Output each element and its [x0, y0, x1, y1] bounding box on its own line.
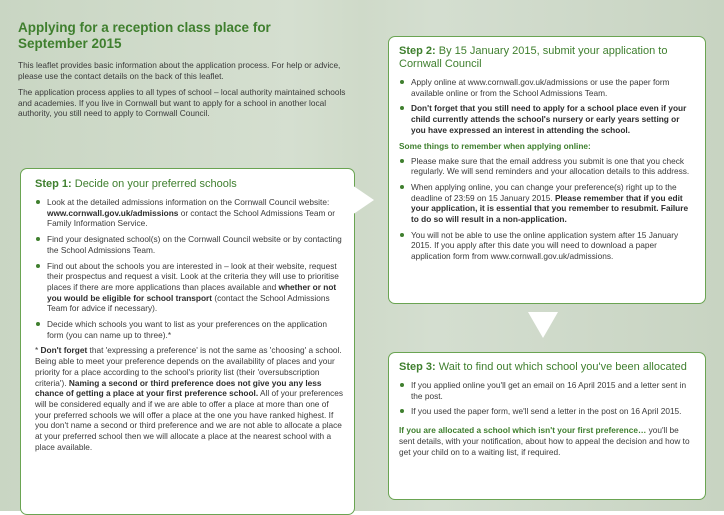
note-text-2: All of your preferences will be considered equally and if we are able to offer a place at more than one of your preferred schools we will offer a place at the one you have ranked highest. If you don't name a second or third preference and we are not able to allocate a place at your preferred school then we will allocate a place at the nearest school with a place available. — [35, 388, 344, 452]
list-item — [399, 380, 695, 401]
list-item — [399, 77, 695, 98]
list-item — [35, 261, 344, 315]
step3-heading — [399, 361, 695, 374]
step1-box — [20, 168, 355, 515]
list-item — [35, 234, 344, 255]
step3-list — [399, 380, 695, 417]
note-star: * — [35, 345, 41, 356]
step1-b1-text: Look at the detailed admissions information on the Cornwall Council website: — [47, 197, 330, 207]
list-item — [35, 319, 344, 340]
arrow-right-icon — [352, 185, 374, 215]
step3-box — [388, 352, 706, 500]
step3-title: Wait to find out which school you've been allocated — [438, 361, 687, 373]
final-note-text: you'll be sent details, with your notification, about how to appeal the decision and how to get your child on to a waiting list, if required. — [399, 425, 690, 457]
remember-2-bold: Please remember that if you edit your application, it is essential that you remember to resubmit. Failure to do so will result in a non-application. — [411, 192, 689, 225]
step1-b2-text: Find your designated school(s) on the Cornwall Council website or by contacting the School Admissions Team. — [47, 234, 342, 255]
note-bold-1: Don't forget — [40, 345, 88, 356]
remember-heading: Some things to remember when applying online: — [399, 140, 591, 151]
note-bold-2: Naming a second or third preference does not give you any less chance of getting a place at your first preference school. — [35, 377, 322, 399]
step1-list — [35, 197, 344, 340]
list-item — [399, 230, 695, 262]
right-panel — [388, 30, 710, 500]
remember-list — [399, 156, 695, 262]
arrow-down-icon — [528, 312, 558, 338]
step1-note — [35, 345, 344, 452]
step2-b1-text: Apply online at www.cornwall.gov.uk/admissions or use the paper form available online or from the School Admissions Team. — [411, 77, 670, 98]
step1-b4-text: Decide which schools you want to list as your preferences on the application form (you can name up to three).* — [47, 319, 327, 340]
step2-label: Step 2: — [399, 45, 436, 57]
step3-label: Step 3: — [399, 361, 436, 373]
step2-box — [388, 36, 706, 304]
step2-heading — [399, 45, 695, 71]
remember-1-text: Please make sure that the email address you submit is one that you check regularly. We will send reminders and your allocation details to this address. — [411, 155, 690, 177]
step1-heading — [35, 178, 344, 191]
intro-paragraph-2: The application process applies to all types of school – local authority maintained schools and academies. If you live in Cornwall but want to apply for a school in another local authority, you still need to apply to Cornwall Council. — [18, 87, 346, 119]
list-item — [399, 103, 695, 135]
step2-title: By 15 January 2015, submit your application to Cornwall Council — [399, 45, 668, 70]
step3-b1-text: If you applied online you'll get an email on 16 April 2015 and a letter sent in the post. — [411, 380, 687, 401]
intro-paragraph-1: This leaflet provides basic information about the application process. For help or advice, please use the contact details on the back of this leaflet. — [18, 60, 341, 81]
title-line-2: September 2015 — [18, 36, 122, 51]
title-line-1: Applying for a reception class place for — [18, 20, 271, 35]
step1-b3-text: Find out about the schools you are interested in – look at their website, request their prospectus and request a visit. Look at the criteria they will use to prioritise places if there are more applications than places available and — [47, 260, 339, 292]
step2-b2-text: Don't forget that you still need to apply for a school place even if your child currently attends the school's nursery or early years setting or you have expressed an interest in attending the school. — [411, 103, 687, 135]
step1-label: Step 1: — [35, 178, 72, 190]
remember-3-text: You will not be able to use the online application system after 15 January 2015. If you apply after this date you will need to download a paper application form from www.cornwall.gov.uk/admissions. — [411, 229, 679, 262]
list-item — [399, 182, 695, 225]
final-note-bold: If you are allocated a school which isn't your first preference… — [399, 425, 647, 436]
step2-list — [399, 77, 695, 136]
list-item — [35, 197, 344, 229]
list-item — [399, 156, 695, 177]
step3-final-note — [399, 425, 695, 457]
step3-b2-text: If you used the paper form, we'll send a letter in the post on 16 April 2015. — [411, 406, 682, 417]
left-panel — [10, 20, 355, 502]
note-text-1: that 'expressing a preference' is not the same as 'choosing' a school. Being able to meet your preference depends on the availability of places and your priority for a place according to the school's priority list (their 'oversubscription criteria'). — [35, 345, 342, 388]
step1-b1-end: or contact the School Admissions Team or Family Information Service. — [47, 207, 336, 229]
step1-b3-bold: whether or not you would be eligible for school transport — [47, 281, 337, 303]
page-title — [18, 20, 355, 52]
intro-text — [18, 60, 348, 119]
remember-2-text: When applying online, you can change your preference(s) right up to the deadline of 23:59 on 15 January 2015. — [411, 181, 677, 203]
list-item — [399, 406, 695, 417]
step1-title: Decide on your preferred schools — [74, 178, 237, 190]
step1-b3-end: (contact the School Admissions Team for advice if necessary). — [47, 292, 330, 314]
admissions-link[interactable]: www.cornwall.gov.uk/admissions — [47, 207, 179, 218]
